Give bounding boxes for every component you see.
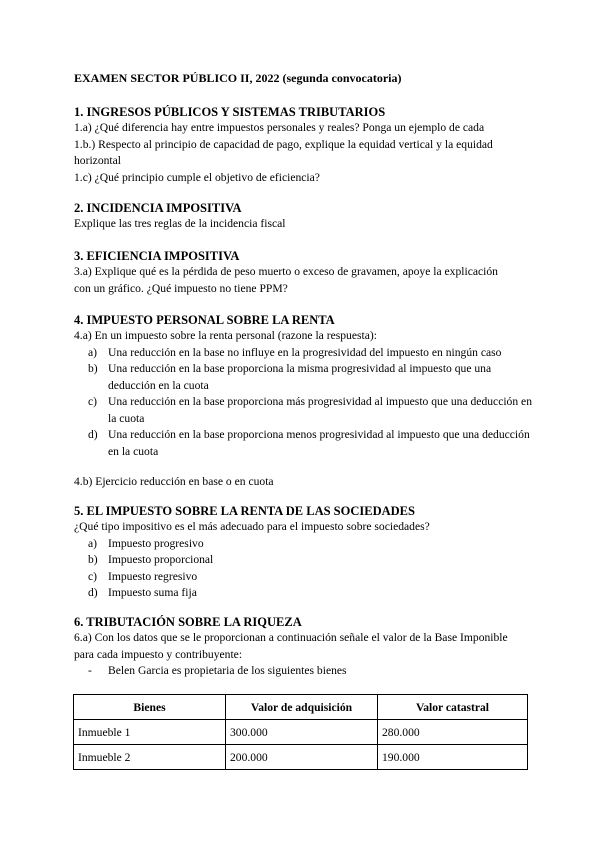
section-6-line: para cada impuesto y contribuyente: bbox=[74, 647, 243, 661]
option-item: a) Una reducción en la base no influye en la progresividad del impuesto en ningún caso bbox=[88, 345, 502, 359]
section-5-options bbox=[74, 536, 534, 602]
option-item: b) Una reducción en la base proporciona la misma progresividad al impuesto que una deducción en la cuota bbox=[88, 362, 492, 392]
table-header: Valor catastral bbox=[378, 695, 528, 720]
section-4-intro: 4.a) En un impuesto sobre la renta personal (razone la respuesta): bbox=[74, 329, 377, 342]
section-1-line: 1.b.) Respecto al principio de capacidad de pago, explique la equidad vertical y la equidad bbox=[74, 137, 493, 151]
section-2-line: Explique las tres reglas de la incidencia fiscal bbox=[74, 217, 286, 230]
section-1-line: 1.c) ¿Qué principio cumple el objetivo de eficiencia? bbox=[74, 170, 320, 184]
table-header-row bbox=[74, 695, 528, 720]
section-2 bbox=[74, 200, 534, 233]
section-6-heading: 6. TRIBUTACIÓN SOBRE LA RIQUEZA bbox=[74, 615, 302, 629]
section-6-bullets bbox=[74, 663, 534, 680]
section-1-line: horizontal bbox=[74, 154, 122, 167]
section-2-heading: 2. INCIDENCIA IMPOSITIVA bbox=[74, 201, 242, 215]
exam-title: EXAMEN SECTOR PÚBLICO II, 2022 (segunda convocatoria) bbox=[74, 71, 402, 85]
option-item: c) Impuesto regresivo bbox=[88, 569, 198, 583]
section-5-intro: ¿Qué tipo impositivo es el más adecuado para el impuesto sobre sociedades? bbox=[74, 520, 430, 533]
section-3-line: 3.a) Explique qué es la pérdida de peso muerto o exceso de gravamen, apoye la explicación bbox=[74, 265, 498, 278]
table-header: Valor de adquisición bbox=[226, 695, 378, 720]
table-cell: 280.000 bbox=[378, 720, 528, 745]
option-item: d) Una reducción en la base proporciona menos progresividad al impuesto que una deducción en la cuota bbox=[88, 428, 530, 458]
table-row bbox=[74, 745, 528, 770]
section-3-heading: 3. EFICIENCIA IMPOSITIVA bbox=[74, 249, 240, 263]
option-item: c) Una reducción en la base proporciona más progresividad al impuesto que una deducción en la cuota bbox=[88, 395, 532, 425]
section-4-extra: 4.b) Ejercicio reducción en base o en cuota bbox=[74, 475, 274, 488]
section-4-heading: 4. IMPUESTO PERSONAL SOBRE LA RENTA bbox=[74, 313, 335, 327]
section-3 bbox=[74, 248, 534, 297]
section-4 bbox=[74, 312, 534, 491]
section-6-line: 6.a) Con los datos que se le proporcionan a continuación señale el valor de la Base Imponible bbox=[74, 631, 508, 644]
table-cell: Inmueble 1 bbox=[74, 720, 226, 745]
section-1 bbox=[74, 104, 534, 186]
section-1-heading: 1. INGRESOS PÚBLICOS Y SISTEMAS TRIBUTARIOS bbox=[74, 105, 386, 119]
section-4-options bbox=[74, 345, 534, 461]
table-cell: 190.000 bbox=[378, 745, 528, 770]
section-3-line: con un gráfico. ¿Qué impuesto no tiene PPM? bbox=[74, 281, 288, 295]
table-cell: Inmueble 2 bbox=[74, 745, 226, 770]
option-item: a) Impuesto progresivo bbox=[88, 536, 204, 550]
section-5-heading: 5. EL IMPUESTO SOBRE LA RENTA DE LAS SOCIEDADES bbox=[74, 504, 415, 518]
section-5 bbox=[74, 503, 534, 602]
option-item: d) Impuesto suma fija bbox=[88, 586, 197, 599]
table-cell: 300.000 bbox=[226, 720, 378, 745]
option-item: b) Impuesto proporcional bbox=[88, 553, 214, 566]
table-cell: 200.000 bbox=[226, 745, 378, 770]
section-1-line: 1.a) ¿Qué diferencia hay entre impuestos personales y reales? Ponga un ejemplo de cada bbox=[74, 121, 485, 134]
bullet-item: - Belen Garcia es propietaria de los siguientes bienes bbox=[88, 664, 347, 677]
assets-table bbox=[73, 694, 528, 770]
table-row bbox=[74, 720, 528, 745]
section-6 bbox=[74, 614, 534, 680]
table-header: Bienes bbox=[74, 695, 226, 720]
